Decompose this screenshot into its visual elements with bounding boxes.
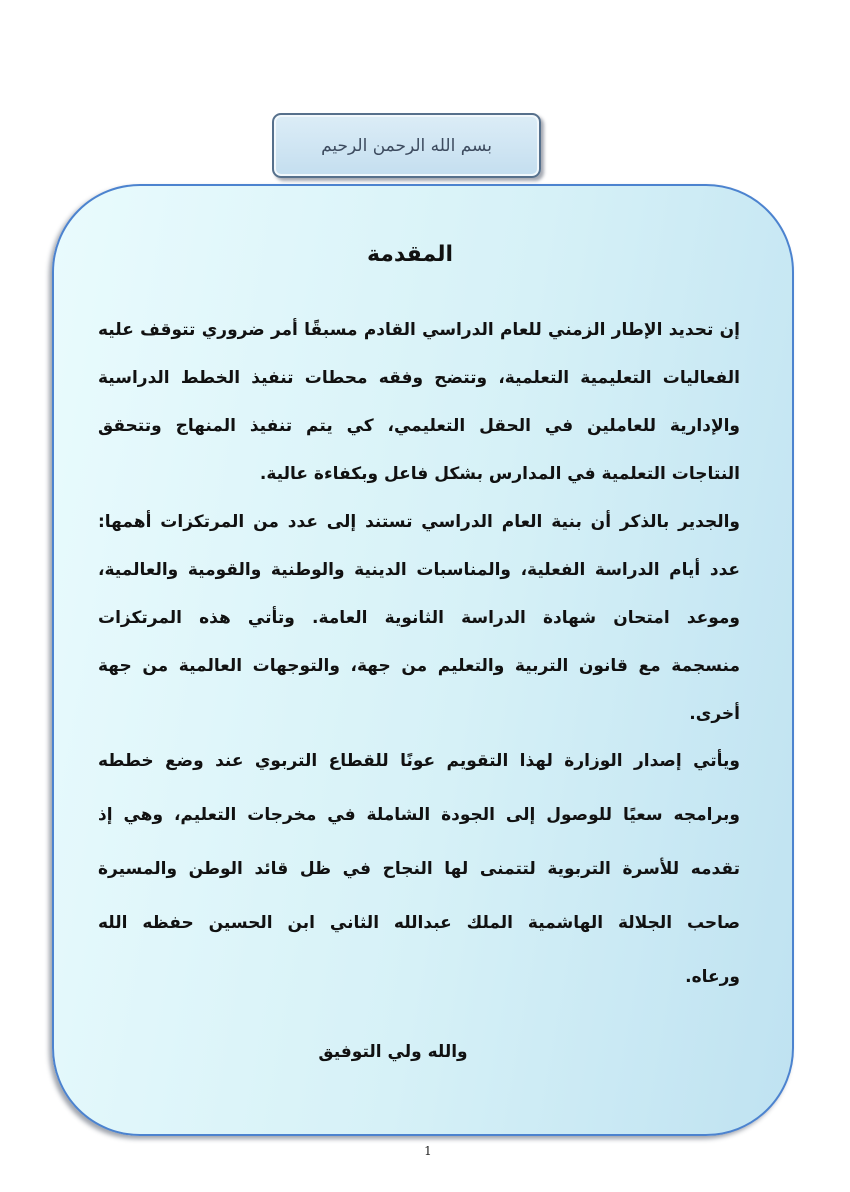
paragraph-line: أخرى.	[689, 704, 740, 724]
paragraph-line: ويأتي إصدار الوزارة لهذا التقويم عونًا للقطاع التربوي عند وضع خططه	[98, 751, 740, 771]
introduction-body	[98, 306, 740, 1076]
paragraph-2	[98, 498, 740, 738]
paragraph-line: عدد أيام الدراسة الفعلية، والمناسبات الدينية والوطنية والقومية والعالمية،	[98, 560, 740, 580]
paragraph-line: وبرامجه سعيًا للوصول إلى الجودة الشاملة في مخرجات التعليم، وهي إذ	[98, 805, 740, 825]
basmala-box	[272, 113, 541, 178]
paragraph-1	[98, 306, 740, 498]
paragraph-line: والجدير بالذكر أن بنية العام الدراسي تستند إلى عدد من المرتكزات أهمها:	[98, 512, 740, 532]
paragraph-line: النتاجات التعلمية في المدارس بشكل فاعل وبكفاءة عالية.	[259, 464, 740, 484]
paragraph-line: وموعد امتحان شهادة الدراسة الثانوية العامة. وتأتي هذه المرتكزات	[98, 608, 740, 628]
basmala-text: بسم الله الرحمن الرحيم	[321, 135, 492, 156]
section-title: المقدمة	[366, 242, 454, 267]
paragraph-line: والإدارية للعاملين في الحقل التعليمي، كي يتم تنفيذ المنهاج وتتحقق	[98, 416, 740, 436]
closing-text: والله ولي التوفيق	[318, 1042, 468, 1062]
paragraph-line: تقدمه للأسرة التربوية لتتمنى لها النجاح في ظل قائد الوطن والمسيرة	[98, 859, 740, 879]
paragraph-line: الفعاليات التعليمية التعلمية، وتتضح وفقه محطات تنفيذ الخطط الدراسية	[98, 368, 740, 388]
page-number: 1	[424, 1144, 432, 1158]
paragraph-line: صاحب الجلالة الهاشمية الملك عبدالله الثاني ابن الحسين حفظه الله	[98, 913, 740, 933]
paragraph-3	[98, 734, 740, 1004]
paragraph-line: إن تحديد الإطار الزمني للعام الدراسي القادم مسبقًا أمر ضروري تتوقف عليه	[98, 320, 740, 340]
paragraph-line: ورعاه.	[685, 967, 740, 987]
paragraph-line: منسجمة مع قانون التربية والتعليم من جهة، والتوجهات العالمية من جهة	[98, 656, 740, 676]
